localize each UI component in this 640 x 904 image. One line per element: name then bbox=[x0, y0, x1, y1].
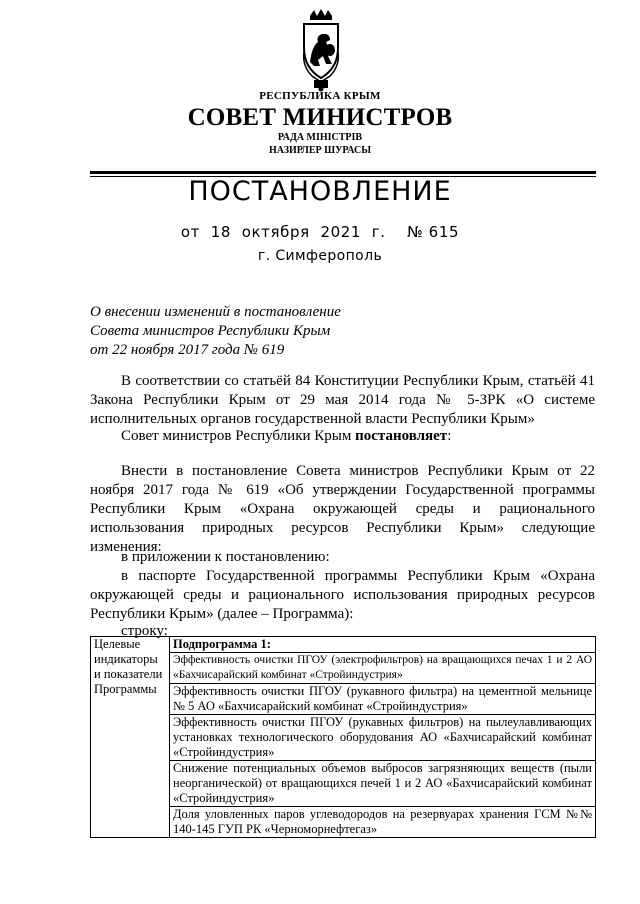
resolution-paragraph bbox=[90, 427, 595, 446]
subject-line-1: О внесении изменений в постановление bbox=[90, 304, 341, 320]
indicators-label-cell: Целевые индикаторы и показатели Программы bbox=[91, 637, 170, 838]
subject-line-2: Совета министров Республики Крым bbox=[90, 323, 331, 339]
resolution-keyword: постановляет bbox=[355, 428, 448, 444]
republic-name: РЕСПУБЛИКА КРЫМ bbox=[259, 90, 381, 102]
subprogram-header-cell: Подпрограмма 1: bbox=[170, 637, 596, 653]
document-type-title: ПОСТАНОВЛЕНИЕ bbox=[188, 176, 452, 207]
passport-paragraph: в паспорте Государственной программы Республики Крым «Охрана окружающей среды и рационального использования природных ресурсов Республики Крым» (далее – Программа): bbox=[90, 568, 595, 622]
appendix-line: в приложении к постановлению: bbox=[121, 549, 330, 565]
indicator-cell: Снижение потенциальных объемов выбросов загрязняющих веществ (пыли неорганической) от вращающихся печей 1 и 2 АО «Бахчисарайский комбинат «Стройиндустрия» bbox=[170, 761, 596, 807]
indicators-table bbox=[90, 636, 596, 838]
indicator-cell: Доля уловленных паров углеводородов на резервуарах хранения ГСМ №№ 140-145 ГУП РК «Черноморнефтегаз» bbox=[170, 807, 596, 838]
date-and-number: от 18 октября 2021 г. № 615 bbox=[180, 223, 460, 241]
amendment-paragraph: Внести в постановление Совета министров Республики Крым от 22 ноября 2017 года № 619 «Об утверждении Государственной программы Республики Крым «Охрана окружающей среды и рационального использования природных ресурсов Республики Крым» следующие изменения: bbox=[90, 463, 595, 555]
legal-basis-paragraph: В соответствии со статьёй 84 Конституции Республики Крым, статьёй 41 Закона Республики Крым от 29 мая 2014 года № 5-ЗРК «О системе исполнительных органов государственной власти Республики Крым» bbox=[90, 373, 595, 427]
subject-line-3: от 22 ноября 2017 года № 619 bbox=[90, 342, 285, 358]
indicator-cell: Эффективность очистки ПГОУ (электрофильтров) на вращающихся печах 1 и 2 АО «Бахчисарайский комбинат «Стройиндустрия» bbox=[170, 653, 596, 684]
council-name-ukrainian: РАДА МІНІСТРІВ bbox=[277, 132, 363, 143]
table-row bbox=[91, 637, 596, 653]
indicator-cell: Эффективность очистки ПГОУ (рукавных фильтров) на пылеулавливающих установках технологического оборудования АО «Бахчисарайский комбинат «Стройиндустрия» bbox=[170, 715, 596, 761]
city: г. Симферополь bbox=[257, 248, 383, 264]
row-word: строку: bbox=[121, 623, 168, 639]
resolution-text: Совет министров Республики Крым bbox=[121, 428, 356, 444]
council-name-crimean-tatar: НАЗИРЛЕР ШУРАСЫ bbox=[268, 145, 372, 156]
header-divider-thick bbox=[90, 171, 596, 174]
resolution-colon: : bbox=[447, 428, 452, 444]
indicator-cell: Эффективность очистки ПГОУ (рукавного фильтра) на цементной мельнице № 5 АО «Бахчисарайский комбинат «Стройиндустрия» bbox=[170, 684, 596, 715]
council-name: СОВЕТ МИНИСТРОВ bbox=[187, 104, 453, 131]
crimea-coat-of-arms-emblem bbox=[300, 8, 342, 92]
